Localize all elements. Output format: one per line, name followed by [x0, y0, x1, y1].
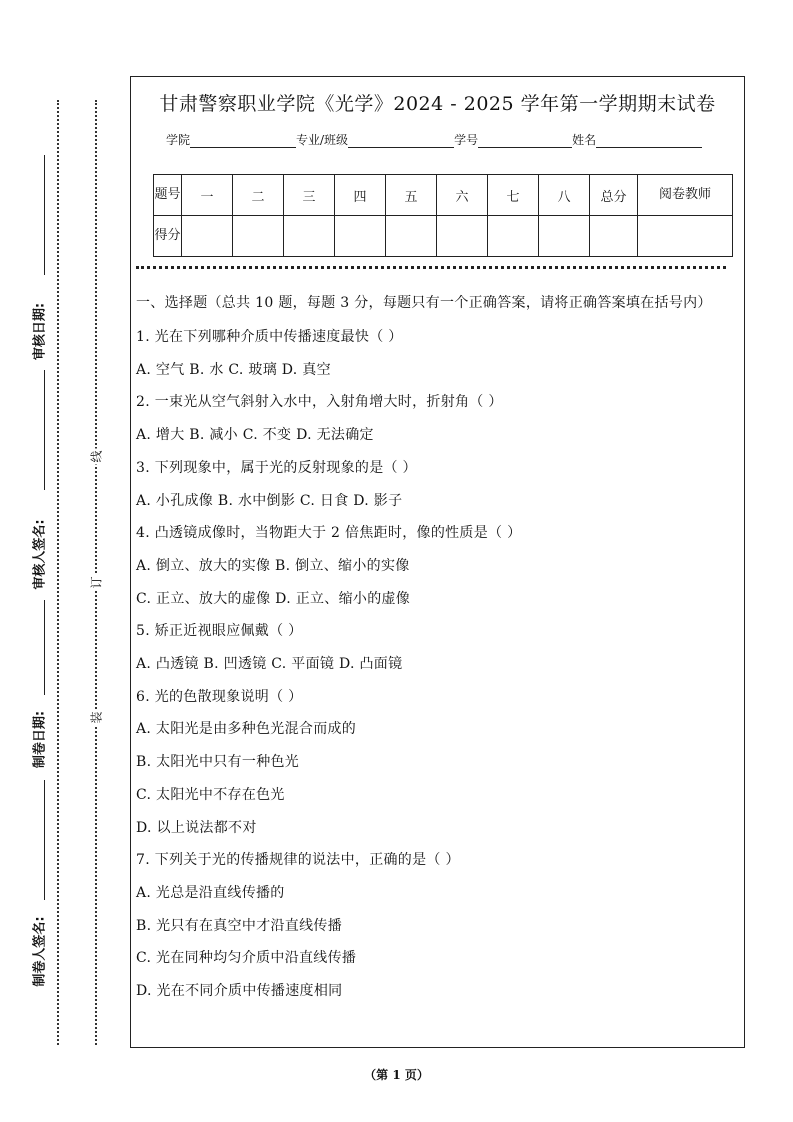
score-table-header-row [154, 175, 733, 216]
col-header-reviewer: 阅卷教师 [638, 175, 733, 216]
options-line: A. 凸透镜 B. 凹透镜 C. 平面镜 D. 凸面镜 [136, 656, 403, 673]
score-cell[interactable] [437, 216, 488, 257]
exam-paper-frame [130, 76, 745, 1048]
col-header-5: 五 [386, 175, 437, 216]
question-line: 4. 凸透镜成像时，当物距大于 2 倍焦距时，像的性质是（ ） [136, 525, 522, 542]
options-line: A. 增大 B. 减小 C. 不变 D. 无法确定 [136, 427, 374, 444]
field-label-college: 学院 [166, 133, 191, 147]
score-cell[interactable] [233, 216, 284, 257]
col-header-6: 六 [437, 175, 488, 216]
name-blank[interactable] [596, 133, 702, 148]
col-header-total: 总分 [590, 175, 638, 216]
options-line: B. 光只有在真空中才沿直线传播 [136, 917, 342, 934]
section-divider [136, 266, 726, 269]
major-class-blank[interactable] [348, 133, 454, 148]
reviewer-sign-blank [44, 370, 45, 490]
row-label-score: 得分 [154, 216, 182, 257]
question-line: 2. 一束光从空气斜射入水中，入射角增大时，折射角（ ） [136, 394, 503, 411]
college-blank[interactable] [190, 133, 296, 148]
options-line: A. 太阳光是由多种色光混合而成的 [136, 721, 357, 738]
score-table-score-row [154, 216, 733, 257]
score-cell[interactable] [335, 216, 386, 257]
options-line: A. 小孔成像 B. 水中倒影 C. 日食 D. 影子 [136, 492, 403, 509]
options-line: C. 太阳光中不存在色光 [136, 786, 285, 803]
options-line: D. 光在不同介质中传播速度相同 [136, 983, 343, 1000]
binding-dotted-line-inner [95, 100, 97, 1045]
question-list [136, 291, 736, 1008]
col-header-7: 七 [488, 175, 539, 216]
options-line: A. 倒立、放大的实像 B. 倒立、缩小的实像 [136, 557, 410, 574]
col-header-3: 三 [284, 175, 335, 216]
options-line: B. 太阳光中只有一种色光 [136, 754, 300, 771]
binding-dotted-line-outer [57, 100, 59, 1045]
score-cell[interactable] [386, 216, 437, 257]
question-line: 6. 光的色散现象说明（ ） [136, 688, 303, 705]
score-cell[interactable] [284, 216, 335, 257]
options-line: A. 光总是沿直线传播的 [136, 884, 285, 901]
exam-title: 甘肃警察职业学院《光学》2024 - 2025 学年第一学期期末试卷 [159, 93, 716, 115]
field-label-major-class: 专业/班级 [296, 133, 349, 147]
maker-sign-label: 制卷人签名: [32, 916, 48, 987]
score-cell[interactable] [488, 216, 539, 257]
score-cell[interactable] [182, 216, 233, 257]
question-line: 5. 矫正近视眼应佩戴（ ） [136, 623, 303, 640]
question-line: 3. 下列现象中，属于光的反射现象的是（ ） [136, 459, 417, 476]
gutter-char-ding: 订 [89, 576, 104, 589]
gutter-char-zhuang: 装 [89, 711, 104, 724]
section-heading: 一、选择题（总共 10 题，每题 3 分，每题只有一个正确答案，请将正确答案填在括号内） [136, 295, 712, 311]
student-id-blank[interactable] [478, 133, 572, 148]
score-table [153, 174, 733, 257]
row-label-question-no: 题号 [154, 175, 182, 216]
question-line: 1. 光在下列哪种介质中传播速度最快（ ） [136, 329, 403, 345]
col-header-4: 四 [335, 175, 386, 216]
review-date-blank [44, 155, 45, 275]
reviewer-cell[interactable] [638, 216, 733, 257]
options-line: A. 空气 B. 水 C. 玻璃 D. 真空 [136, 361, 331, 378]
page-number: （第 1 页） [364, 1068, 429, 1082]
score-cell[interactable] [539, 216, 590, 257]
options-line: D. 以上说法都不对 [136, 819, 257, 836]
field-label-student-id: 学号 [454, 133, 479, 147]
options-line: C. 光在同种均匀介质中沿直线传播 [136, 950, 357, 967]
question-line: 7. 下列关于光的传播规律的说法中，正确的是（ ） [136, 852, 460, 869]
col-header-1: 一 [182, 175, 233, 216]
col-header-2: 二 [233, 175, 284, 216]
student-info-row [166, 131, 702, 148]
field-label-name: 姓名 [572, 133, 597, 147]
maker-sign-blank [44, 780, 45, 900]
make-date-label: 制卷日期: [32, 710, 48, 769]
total-score-cell[interactable] [590, 216, 638, 257]
options-line: C. 正立、放大的虚像 D. 正立、缩小的虚像 [136, 590, 411, 607]
gutter-char-xian: 线 [89, 450, 104, 463]
review-date-label: 审核日期: [32, 302, 48, 361]
reviewer-sign-label: 审核人签名: [32, 519, 48, 590]
col-header-8: 八 [539, 175, 590, 216]
